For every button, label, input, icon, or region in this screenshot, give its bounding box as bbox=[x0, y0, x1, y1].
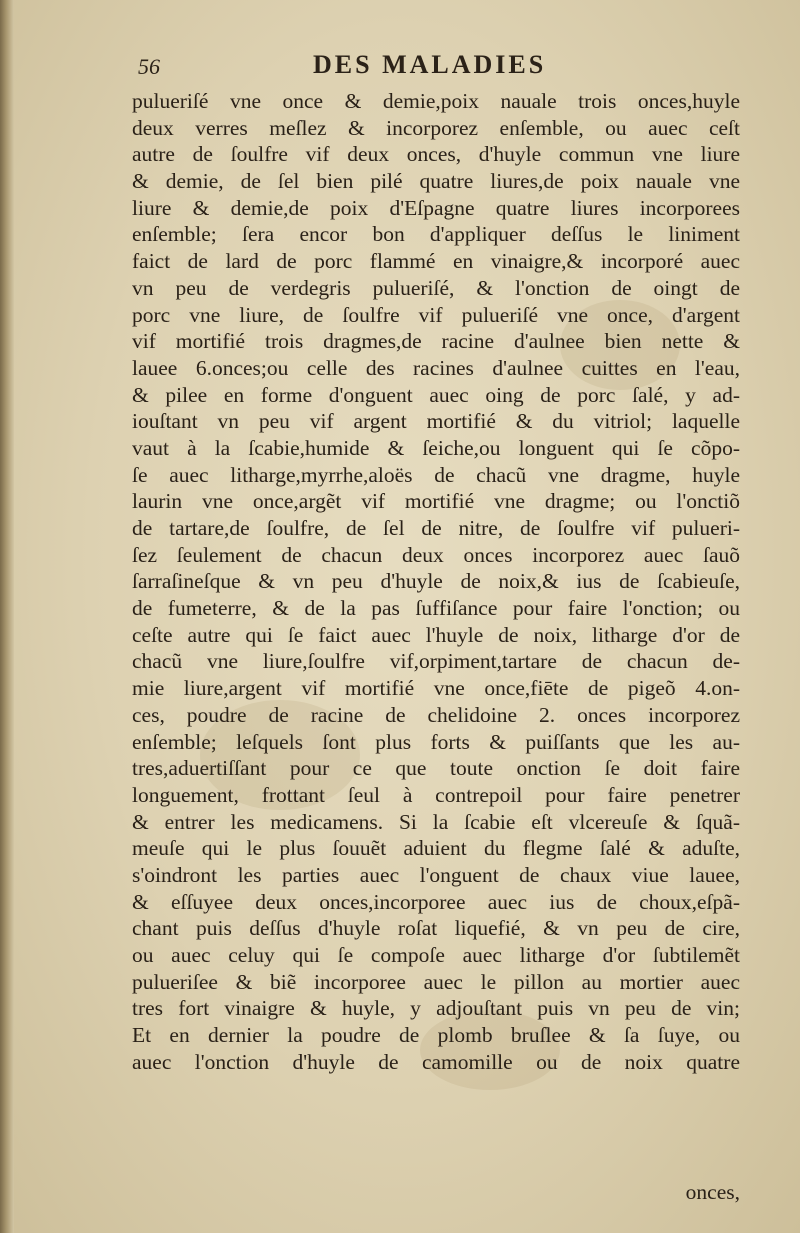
text-line: tres,aduertiſſant pour ce que toute onction ſe doit faire bbox=[132, 756, 740, 781]
page-number: 56 bbox=[138, 54, 160, 79]
text-line: & eſſuyee deux onces,incorporee auec ius de choux,eſpã- bbox=[132, 889, 740, 914]
text-line: & entrer les medicamens. Si la ſcabie eſt vlcereuſe & ſquã- bbox=[132, 809, 740, 834]
text-line: ſez ſeulement de chacun deux onces incorporez auec ſauõ bbox=[132, 542, 740, 567]
text-line: de tartare,de ſoulfre, de ſel de nitre, de ſoulfre vif pulueri- bbox=[132, 516, 740, 540]
text-line: ſarraſineſque & vn peu d'huyle de noix,& ius de ſcabieuſe, bbox=[132, 569, 740, 594]
text-line: enſemble; leſquels ſont plus forts & puiſſants que les au- bbox=[132, 729, 740, 754]
text-line: pulueriſé vne once & demie,poix nauale trois onces,huyle bbox=[132, 89, 740, 113]
text-line: longuement, frottant ſeul à contrepoil pour faire penetrer bbox=[132, 782, 740, 807]
text-line: meuſe qui le plus ſouuẽt aduient du flegme ſalé & aduſte, bbox=[132, 836, 740, 861]
text-line: chant puis deſſus d'huyle roſat liquefié, & vn peu de cire, bbox=[132, 916, 740, 941]
running-head bbox=[138, 44, 678, 88]
text-line: enſemble; ſera encor bon d'appliquer deſſus le liniment bbox=[132, 222, 740, 247]
text-line: porc vne liure, de ſoulfre vif pulueriſé vne once, d'argent bbox=[132, 302, 740, 327]
text-line: vn peu de verdegris pulueriſé, & l'onction de oingt de bbox=[132, 275, 740, 300]
text-line: lauee 6.onces;ou celle des racines d'aulnee cuittes en l'eau, bbox=[132, 355, 740, 380]
text-line: chacũ vne liure,ſoulfre vif,orpiment,tartare de chacun de- bbox=[132, 649, 740, 674]
text-line: vaut à la ſcabie,humide & ſeiche,ou longuent qui ſe cõpo- bbox=[132, 435, 740, 460]
text-line: tres fort vinaigre & huyle, y adjouſtant puis vn peu de vin; bbox=[132, 996, 740, 1021]
text-line: faict de lard de porc flammé en vinaigre,& incorporé auec bbox=[132, 249, 740, 274]
text-line: iouſtant vn peu vif argent mortifié & du vitriol; laquelle bbox=[132, 409, 740, 434]
body-text bbox=[132, 88, 740, 1075]
running-head-title: DES MALADIES bbox=[313, 50, 547, 79]
text-line: ceſte autre qui ſe faict auec l'huyle de noix, litharge d'or de bbox=[132, 622, 740, 647]
catchword: onces, bbox=[685, 1180, 740, 1204]
text-line: de fumeterre, & de la pas ſuffiſance pour faire l'onction; ou bbox=[132, 596, 740, 621]
text-line: Et en dernier la poudre de plomb bruſlee & ſa ſuye, ou bbox=[132, 1023, 740, 1048]
text-line: liure & demie,de poix d'Eſpagne quatre liures incorporees bbox=[132, 195, 740, 220]
text-line: deux verres meſlez & incorporez enſemble, ou auec ceſt bbox=[132, 115, 740, 140]
text-line: auec l'onction d'huyle de camomille ou de noix quatre bbox=[132, 1049, 740, 1074]
text-line: & demie, de ſel bien pilé quatre liures,de poix nauale vne bbox=[132, 169, 740, 194]
text-line: pulueriſee & biẽ incorporee auec le pillon au mortier auec bbox=[132, 969, 740, 994]
text-line: mie liure,argent vif mortifié vne once,fiēte de pigeõ 4.on- bbox=[132, 676, 740, 701]
text-line: ou auec celuy qui ſe compoſe auec litharge d'or ſubtilemẽt bbox=[132, 943, 740, 967]
text-line: vif mortifié trois dragmes,de racine d'aulnee bien nette & bbox=[132, 329, 740, 354]
page-gutter-shadow bbox=[0, 0, 14, 1233]
text-line: laurin vne once,argẽt vif mortifié vne dragme; ou l'onctiõ bbox=[132, 489, 740, 514]
text-line: ces, poudre de racine de chelidoine 2. onces incorporez bbox=[132, 702, 740, 727]
text-line: s'oindront les parties auec l'onguent de chaux viue lauee, bbox=[132, 862, 740, 887]
text-line: & pilee en forme d'onguent auec oing de porc ſalé, y ad- bbox=[132, 382, 740, 407]
text-line: autre de ſoulfre vif deux onces, d'huyle commun vne liure bbox=[132, 142, 740, 167]
text-line: ſe auec litharge,myrrhe,aloës de chacũ vne dragme, huyle bbox=[132, 462, 740, 487]
